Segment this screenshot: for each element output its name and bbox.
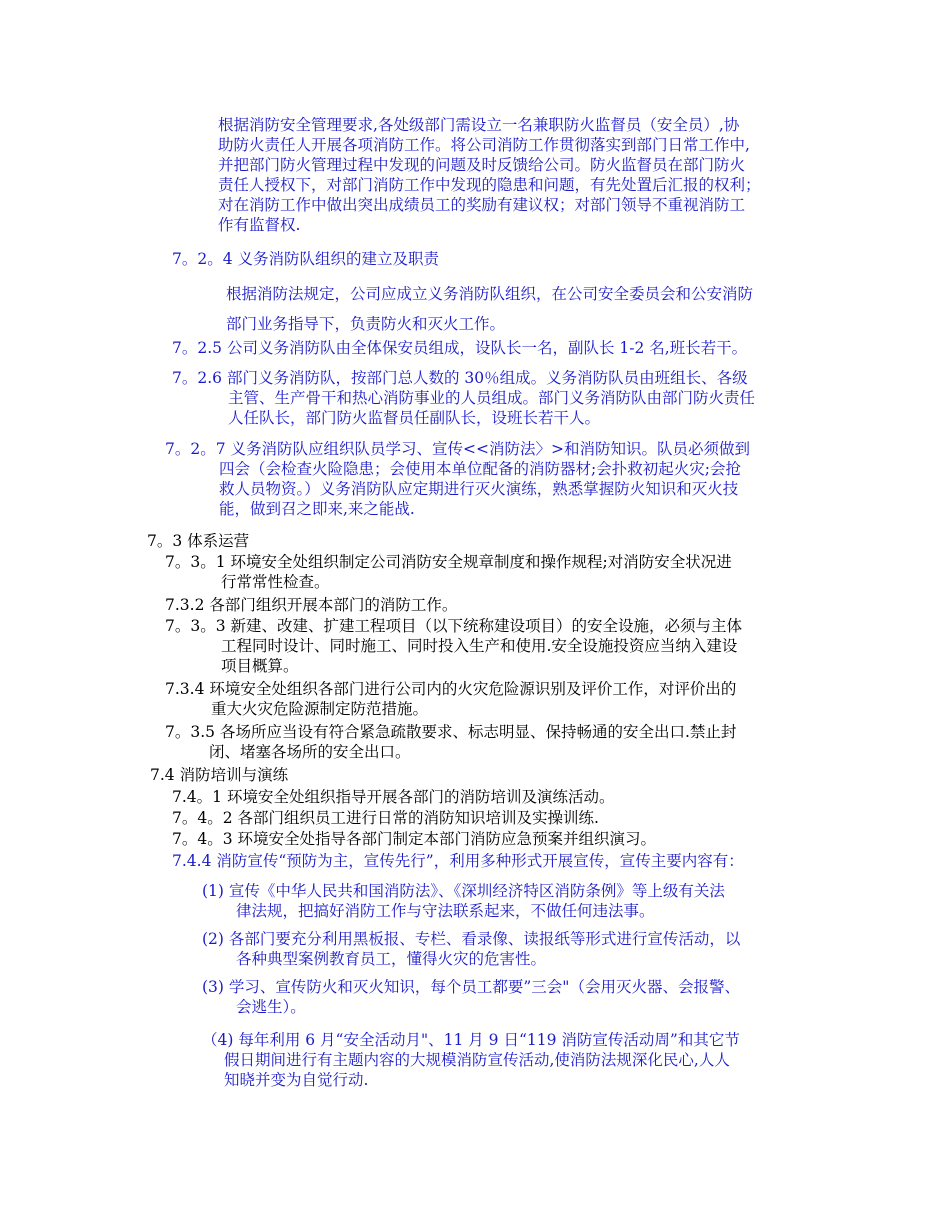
text-line: （4) 每年利用 6 月“安全活动月"、11 月 9 日“119 消防宣传活动周”和其它节 (202, 1031, 740, 1049)
section-7-2-4-body (226, 279, 753, 339)
text-line: 助防火责任人开展各项消防工作。将公司消防工作贯彻落实到部门日常工作中, (218, 136, 750, 154)
text-line: 根据消防安全管理要求,各处级部门需设立一名兼职防火监督员（安全员）,协 (218, 116, 740, 134)
list-item (202, 977, 740, 1017)
intro-paragraph (218, 115, 761, 235)
text-line: 7。2.5 公司义务消防队由全体保安员组成，设队长一名，副队长 1-2 名,班长若干。 (172, 339, 748, 357)
text-line: 闭、堵塞各场所的安全出口。 (209, 743, 411, 761)
text-line: 救人员物资。）义务消防队应定期进行灭火演练，熟悉掌握防火知识和灭火技 (219, 480, 739, 498)
list-item (202, 929, 740, 969)
section-7-4-2 (172, 808, 599, 828)
text-line: 作有监督权. (218, 216, 301, 234)
text-line: 部门业务指导下，负责防火和灭火工作。 (226, 315, 506, 333)
text-line: 假日期间进行有主题内容的大规模消防宣传活动,使消防法规深化民心,人人 (224, 1051, 730, 1069)
text-line: 7。3 体系运营 (147, 532, 250, 550)
text-line: 各种典型案例教育员工，懂得火灾的危害性。 (236, 950, 547, 968)
section-7-2-4-heading (172, 249, 439, 269)
text-line: 7.3.2 各部门组织开展本部门的消防工作。 (165, 596, 458, 614)
list-item (202, 881, 725, 921)
section-7-4-4 (172, 851, 744, 871)
section-7-2-6 (172, 368, 755, 428)
section-7-3-5 (165, 722, 736, 762)
section-7-4-1 (172, 787, 614, 807)
text-line: 项目概算。 (221, 657, 299, 675)
text-line: 律法规，把搞好消防工作与守法联系起来，不做任何违法事。 (236, 902, 655, 920)
text-line: 工程同时设计、同时施工、同时投入生产和使用.安全设施投资应当纳入建设 (221, 637, 738, 655)
text-line: 7.4.4 消防宣传“预防为主，宣传先行”，利用多种形式开展宣传，宣传主要内容有： (172, 852, 744, 870)
text-line: 知晓并变为自觉行动. (224, 1071, 369, 1089)
text-line: 7。2。7 义务消防队应组织队员学习、宣传<<消防法〉>和消防知识。队员必须做到 (165, 440, 750, 458)
text-line: 7。3.5 各场所应当设有符合紧急疏散要求、标志明显、保持畅通的安全出口.禁止封 (165, 723, 737, 741)
text-line: 7.3.4 环境安全处组织各部门进行公司内的火灾危险源识别及评价工作，对评价出的 (165, 680, 737, 698)
text-line: 会逃生）。 (236, 998, 306, 1016)
section-7-3-2 (165, 595, 457, 615)
text-line: (2) 各部门要充分利用黑板报、专栏、看录像、读报纸等形式进行宣传活动，以 (202, 930, 741, 948)
text-line: 重大火灾危险源制定防范措施。 (211, 700, 429, 718)
text-line: 人任队长，部门防火监督员任副队长，设班长若干人。 (228, 409, 601, 427)
section-7-2-5 (172, 338, 747, 358)
text-line: 对在消防工作中做出突出成绩员工的奖励有建议权；对部门领导不重视消防工 (218, 196, 746, 214)
text-line: 7。2.6 部门义务消防队，按部门总人数的 30％组成。义务消防队员由班组长、各级 (172, 369, 748, 387)
text-line: 行常常性检查。 (221, 573, 330, 591)
text-line: 主管、生产骨干和热心消防事业的人员组成。部门义务消防队由部门防火责任 (228, 389, 756, 407)
text-line: (3) 学习、宣传防火和灭火知识，每个员工都要”三会"（会用灭火器、会报警、 (202, 978, 740, 996)
text-line: 7.4。1 环境安全处组织指导开展各部门的消防培训及演练活动。 (172, 788, 615, 806)
text-line: 根据消防法规定，公司应成立义务消防队组织，在公司安全委员会和公安消防 (226, 285, 754, 303)
section-7-4-heading (150, 765, 288, 785)
section-7-2-7 (165, 439, 750, 519)
text-line: (1) 宣传《中华人民共和国消防法》、《深圳经济特区消防条例》等上级有关法 (202, 882, 725, 900)
text-line: 7。3。3 新建、改建、扩建工程项目（以下统称建设项目）的安全设施，必须与主体 (165, 617, 743, 635)
section-7-4-3 (172, 829, 656, 849)
text-line: 责任人授权下，对部门消防工作中发现的隐患和问题，有先处置后汇报的权利； (218, 176, 761, 194)
text-line: 并把部门防火管理过程中发现的问题及时反馈给公司。防火监督员在部门防火 (218, 156, 746, 174)
section-7-3-3 (165, 616, 742, 676)
text-line: 7。3。1 环境安全处组织制定公司消防安全规章制度和操作规程;对消防安全状况进 (165, 553, 732, 571)
section-7-3-heading (147, 531, 249, 551)
section-7-3-4 (165, 679, 736, 719)
section-7-3-1 (165, 552, 732, 592)
text-line: 7。4。3 环境安全处指导各部门制定本部门消防应急预案并组织演习。 (172, 830, 657, 848)
list-item (202, 1030, 740, 1090)
text-line: 能，做到召之即来,来之能战. (219, 500, 415, 518)
text-line: 四会（会检查火险隐患；会使用本单位配备的消防器材;会扑救初起火灾;会抢 (219, 460, 741, 478)
text-line: 7.4 消防培训与演练 (150, 766, 289, 784)
text-line: 7。4。2 各部门组织员工进行日常的消防知识培训及实操训练. (172, 809, 599, 827)
text-line: 7。2。4 义务消防队组织的建立及职责 (172, 250, 440, 268)
